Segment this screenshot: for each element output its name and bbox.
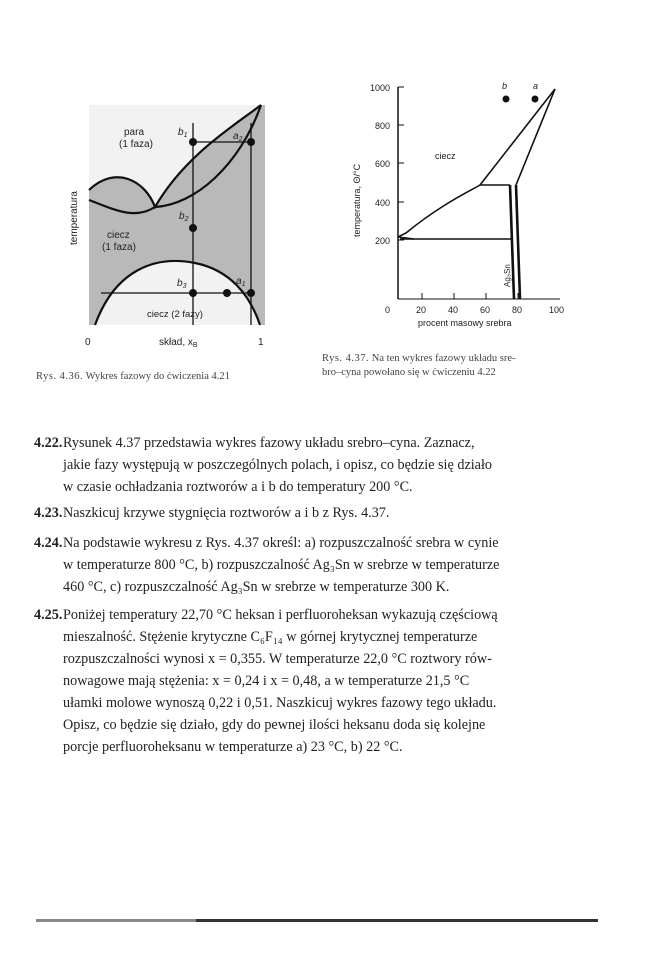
x-tick-0: 0 <box>385 305 391 315</box>
exercise-line: w temperaturze 800 °C, b) rozpuszczalność Ag₃Sn w srebrze w temperaturze <box>63 557 500 573</box>
figure-4-37 <box>330 75 580 340</box>
x-tick-100: 100 <box>549 305 565 315</box>
x-tick-60: 60 <box>480 305 491 315</box>
point-a1 <box>247 289 255 297</box>
y-tick-400: 400 <box>375 198 391 208</box>
exercise-number: 4.22. <box>34 435 63 451</box>
x-axis-label-437: procent masowy srebra <box>418 318 512 328</box>
label-b3: $b_3$ <box>177 278 187 290</box>
exercise-line: Opisz, co będzie się działo, gdy do pewnej ilości heksanu doda się kolejne <box>63 717 486 733</box>
caption-436-label: Rys. 4.36. <box>36 371 84 382</box>
caption-437-text1: Na ten wykres fazowy układu sre- <box>371 353 516 364</box>
point-a <box>532 96 539 103</box>
exercise-line: porcje perfluoroheksanu w temperaturze a) 23 °C, b) 22 °C. <box>63 739 403 755</box>
label-ag3sn: Ag₃Sn <box>503 264 512 287</box>
exercise-4-25 <box>34 604 596 758</box>
x-tick-80: 80 <box>512 305 523 315</box>
caption-437-line1 <box>322 352 597 366</box>
label-b1: $b_1$ <box>178 127 188 139</box>
caption-4-37 <box>322 352 597 380</box>
caption-4-36 <box>36 370 296 384</box>
exercise-line: w czasie ochładzania roztworów a i b do temperatury 200 °C. <box>63 479 413 495</box>
x-tick-40: 40 <box>448 305 459 315</box>
y-tick-200: 200 <box>375 236 391 246</box>
exercise-line: Poniżej temperatury 22,70 °C heksan i perfluoroheksan wykazują częściową <box>63 607 498 623</box>
y-tick-600: 600 <box>375 159 391 169</box>
exercise-4-24 <box>34 532 596 598</box>
label-a: a <box>533 81 539 91</box>
x-tick-left: 0 <box>85 337 91 348</box>
exercise-line: mieszalność. Stężenie krytyczne C₆F₁₄ w górnej krytycznej temperaturze <box>63 629 478 645</box>
point-b <box>503 96 510 103</box>
solidus-right <box>516 89 555 185</box>
exercise-line: Na podstawie wykresu z Rys. 4.37 określ: a) rozpuszczalność srebra w cynie <box>63 535 499 551</box>
point-b2 <box>189 224 197 232</box>
label-liquid-sub: (1 faza) <box>102 242 136 253</box>
label-liquid: ciecz <box>107 230 130 241</box>
exercise-4-22 <box>34 432 596 498</box>
exercise-4-23 <box>34 502 596 524</box>
exercise-number: 4.24. <box>34 535 63 551</box>
figure-4-36 <box>55 95 285 355</box>
label-a1: $a_1$ <box>236 276 246 288</box>
y-axis-label-437: temperatura, Θ/°C <box>352 163 362 237</box>
label-b2: $b_2$ <box>179 211 189 223</box>
exercise-line: Naszkicuj krzywe stygnięcia roztworów a i b z Rys. 4.37. <box>63 505 390 521</box>
x-tick-20: 20 <box>416 305 427 315</box>
y-axis-label: temperatura <box>69 191 80 245</box>
exercise-line: nowagowe mają stężenia: x = 0,24 i x = 0,48, a w temperaturze 21,5 °C <box>63 673 470 689</box>
caption-437-label: Rys. 4.37. <box>322 353 370 364</box>
y-tick-800: 800 <box>375 121 391 131</box>
point-b1 <box>189 138 197 146</box>
bottom-rule-faded <box>36 919 196 922</box>
label-b: b <box>502 81 508 91</box>
label-vapor: para <box>124 127 145 138</box>
liquidus-left <box>398 185 510 237</box>
label-two-liquids: ciecz (2 fazy) <box>147 309 203 320</box>
compound-line-2 <box>516 185 520 299</box>
exercise-line: Rysunek 4.37 przedstawia wykres fazowy układu srebro–cyna. Zaznacz, <box>63 435 475 451</box>
point-mid <box>223 289 231 297</box>
y-ticks <box>398 87 404 240</box>
x-axis-label: skład, $x_B$ <box>159 337 198 349</box>
exercise-number: 4.23. <box>34 505 63 521</box>
caption-436-text: Wykres fazowy do ćwiczenia 4.21 <box>85 371 230 382</box>
label-vapor-sub: (1 faza) <box>119 139 153 150</box>
liquidus-right <box>480 89 555 185</box>
caption-437-line2: bro–cyna powołano się w ćwiczeniu 4.22 <box>322 367 496 378</box>
exercise-line: jakie fazy występują w poszczególnych polach, i opisz, co będzie się działo <box>63 457 493 473</box>
exercise-line: 460 °C, c) rozpuszczalność Ag₃Sn w srebrze w temperaturze 300 K. <box>63 579 450 595</box>
x-tick-right: 1 <box>258 337 264 348</box>
point-b3 <box>189 289 197 297</box>
exercise-number: 4.25. <box>34 607 63 623</box>
exercise-line: rozpuszczalności wynosi x = 0,355. W temperaturze 22,0 °C roztwory rów- <box>63 651 492 667</box>
exercise-line: ułamki molowe wynoszą 0,22 i 0,51. Naszkicuj wykres fazowy tego układu. <box>63 695 497 711</box>
y-tick-1000: 1000 <box>370 83 391 93</box>
label-liquid-437: ciecz <box>435 151 456 161</box>
point-a2 <box>247 138 255 146</box>
x-ticks <box>422 293 518 299</box>
label-a2: $a_2$ <box>233 131 243 143</box>
